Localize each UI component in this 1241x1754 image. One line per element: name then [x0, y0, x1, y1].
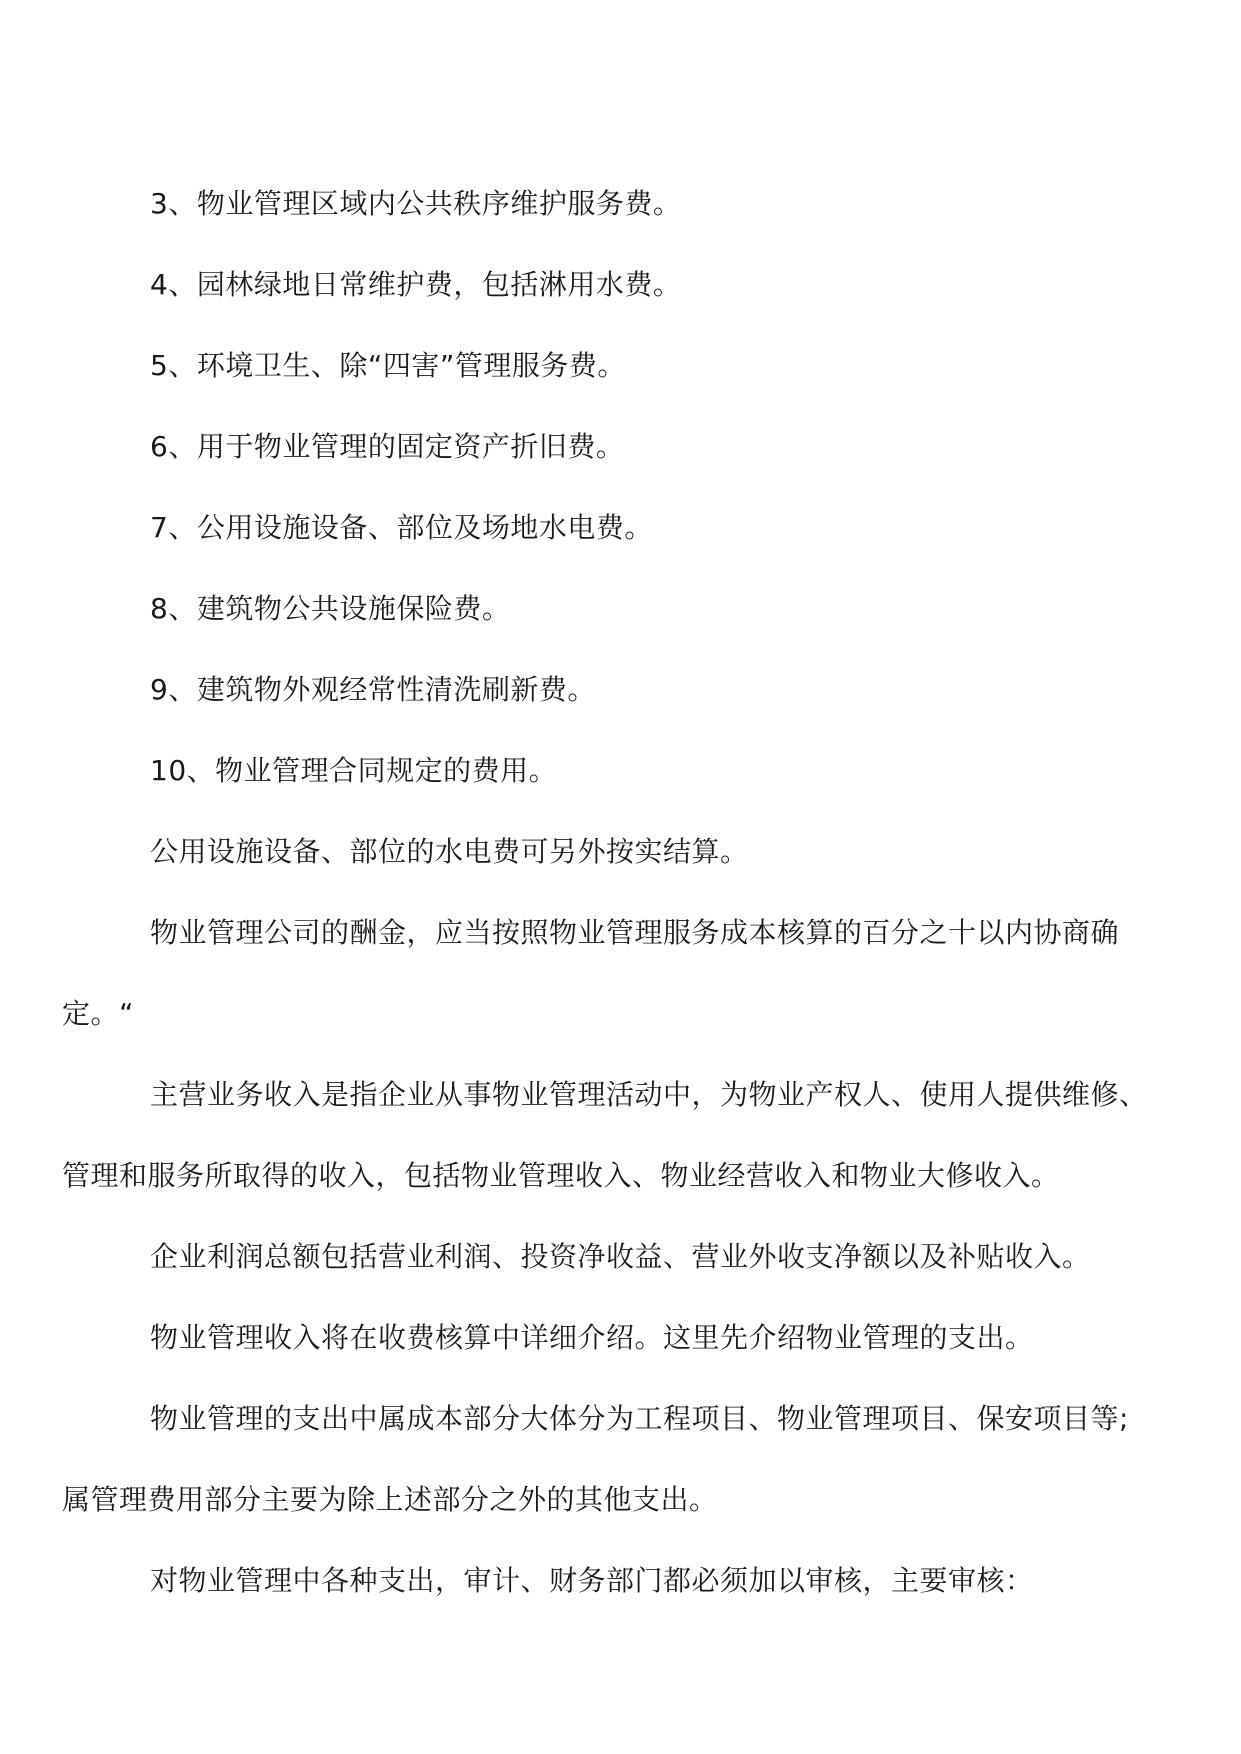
paragraph	[106, 1297, 1146, 1378]
text-line: 物业管理收入将在收费核算中详细介绍。这里先介绍物业管理的支出。	[150, 1321, 1034, 1354]
text-line: 管理和服务所取得的收入，包括物业管理收入、物业经营收入和物业大修收入。	[62, 1159, 1060, 1192]
list-item	[106, 730, 1146, 811]
list-item	[106, 325, 1146, 406]
text-line: 企业利润总额包括营业利润、投资净收益、营业外收支净额以及补贴收入。	[150, 1240, 1091, 1273]
paragraph	[106, 1216, 1146, 1297]
list-item	[106, 163, 1146, 244]
text-line: 物业管理公司的酬金，应当按照物业管理服务成本核算的百分之十以内协商确	[150, 916, 1120, 949]
paragraph	[62, 1054, 1148, 1216]
text-line: 8、建筑物公共设施保险费。	[150, 592, 511, 625]
list-item	[106, 649, 1146, 730]
text-line: 4、园林绿地日常维护费，包括淋用水费。	[150, 268, 682, 301]
text-line: 主营业务收入是指企业从事物业管理活动中，为物业产权人、使用人提供维修、	[150, 1078, 1148, 1111]
text-line: 10、物业管理合同规定的费用。	[150, 754, 558, 787]
text-line: 5、环境卫生、除“四害”管理服务费。	[150, 349, 626, 382]
text-line: 物业管理的支出中属成本部分大体分为工程项目、物业管理项目、保安项目等;	[150, 1402, 1129, 1435]
text-line: 属管理费用部分主要为除上述部分之外的其他支出。	[62, 1483, 718, 1516]
text-line: 公用设施设备、部位的水电费可另外按实结算。	[150, 835, 749, 868]
list-item	[106, 487, 1146, 568]
text-line: 定。“	[62, 997, 135, 1030]
paragraph	[106, 1540, 1146, 1621]
paragraph	[62, 892, 1146, 1054]
paragraph	[106, 811, 1146, 892]
text-line: 6、用于物业管理的固定资产折旧费。	[150, 430, 625, 463]
list-item	[106, 406, 1146, 487]
list-item	[106, 244, 1146, 325]
text-line: 9、建筑物外观经常性清洗刷新费。	[150, 673, 596, 706]
text-line: 对物业管理中各种支出，审计、财务部门都必须加以审核，主要审核：	[150, 1564, 1034, 1597]
paragraph	[62, 1378, 1146, 1540]
text-line: 7、公用设施设备、部位及场地水电费。	[150, 511, 653, 544]
document-body	[62, 163, 1148, 1621]
list-item	[106, 568, 1146, 649]
text-line: 3、物业管理区域内公共秩序维护服务费。	[150, 187, 682, 220]
